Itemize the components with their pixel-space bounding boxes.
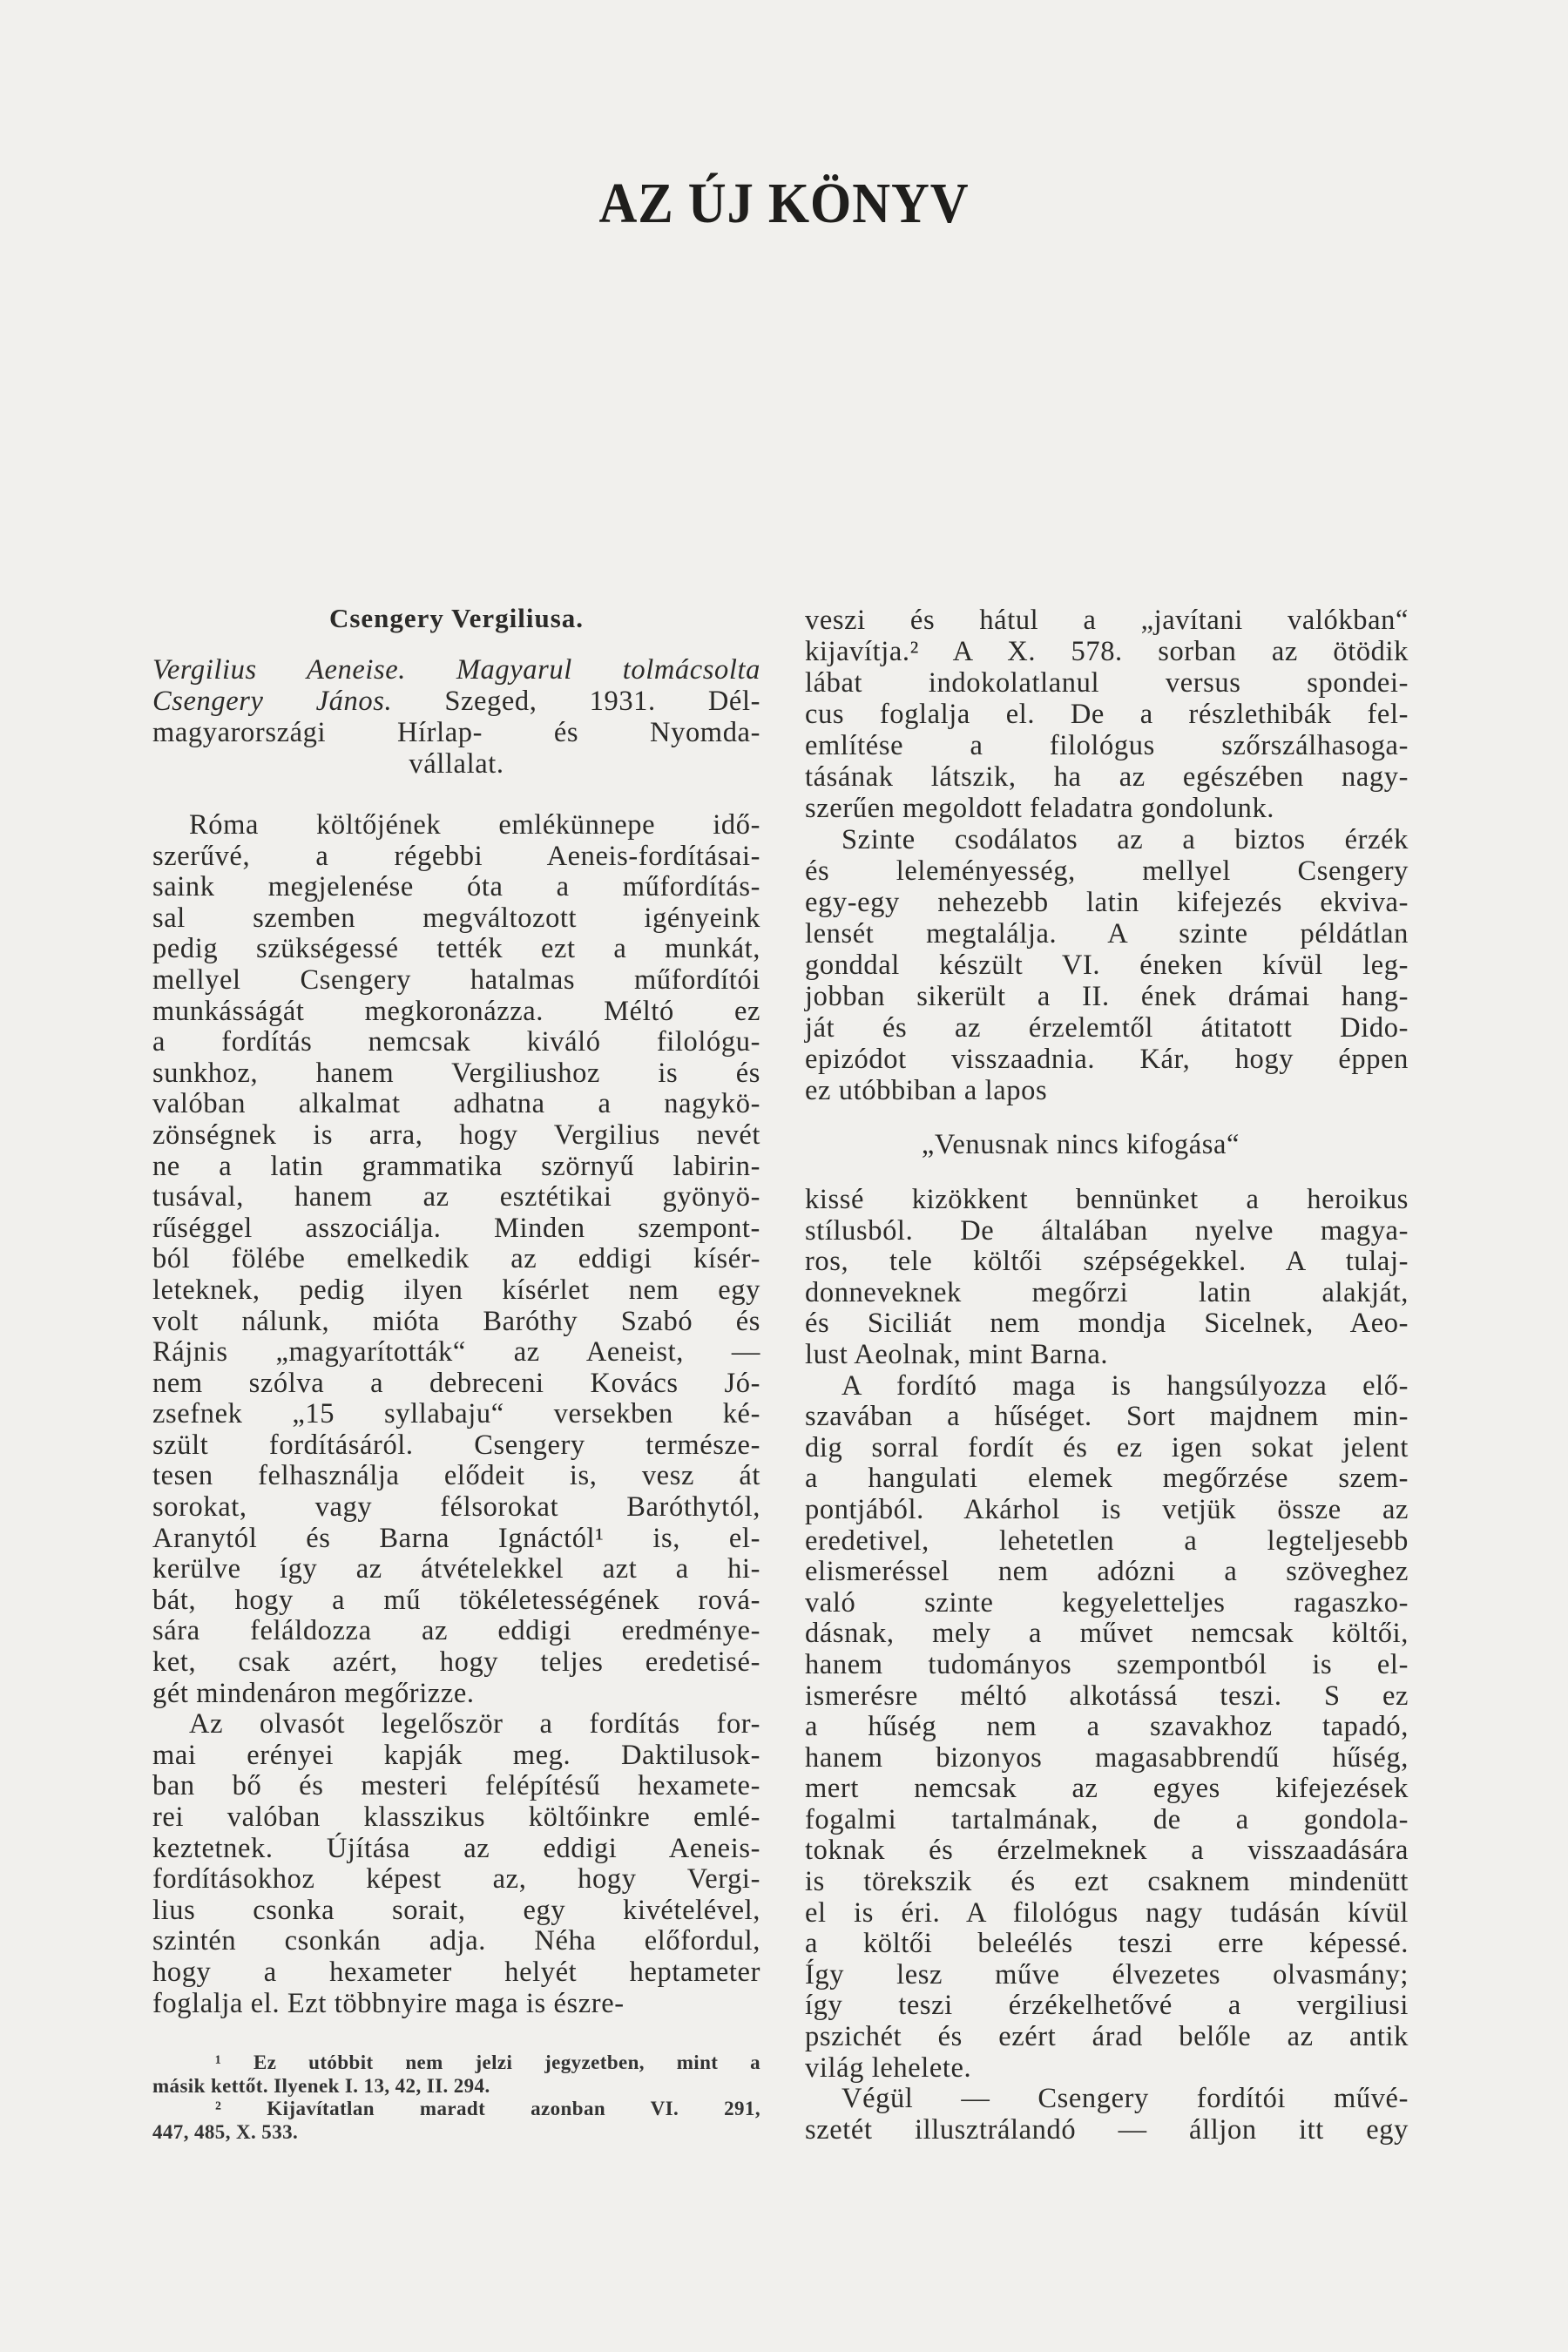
text-line: el is éri. A filológus nagy tudásán kívül [805, 1896, 1409, 1929]
text-line: bát, hogy a mű tökéletességének rová- [152, 1584, 760, 1616]
citation-text: vállalat. [409, 748, 504, 780]
text-line: saink megjelenése óta a műfordítás- [152, 871, 760, 903]
text-line: fogalmi tartalmának, de a gondola- [805, 1803, 1409, 1835]
text-line: sal szemben megváltozott igényeink [152, 902, 760, 934]
text-line: mellyel Csengery hatalmas műfordítói [152, 963, 760, 996]
right-column-body-top [805, 605, 1409, 1106]
text-line: stílusból. De általában nyelve magya- [805, 1214, 1409, 1247]
text-line: ismerésre méltó alkotássá teszi. S ez [805, 1680, 1409, 1712]
right-column-body-bottom [805, 1185, 1409, 2146]
text-line: említése a filológus szőrszálhasoga- [805, 730, 1409, 761]
text-line: sunkhoz, hanem Vergiliushoz is és [152, 1057, 760, 1089]
text-line: a hűség nem a szavakhoz tapadó, [805, 1711, 1409, 1743]
text-line: szült fordításáról. Csengery természe- [152, 1429, 760, 1461]
text-line: jobban sikerült a II. ének drámai hang- [805, 981, 1409, 1012]
text-line: ne a latin grammatika szörnyű labirin- [152, 1150, 760, 1182]
text-line: rűséggel asszociálja. Minden szempont- [152, 1212, 760, 1244]
text-line: leteknek, pedig ilyen kísérlet nem egy [152, 1274, 760, 1306]
text-line: Végül — Csengery fordítói művé- [841, 2083, 1409, 2115]
text-line: rei valóban klasszikus költőinkre emlé- [152, 1801, 760, 1833]
text-line: fordításokhoz képest az, hogy Vergi- [152, 1863, 760, 1896]
text-line: cus foglalja el. De a részlethibák fel- [805, 699, 1409, 730]
text-line: Szinte csodálatos az a biztos érzék [841, 824, 1409, 855]
text-line: világ lehelete. [805, 2051, 972, 2084]
text-line: lius csonka sorait, egy kivételével, [152, 1894, 760, 1926]
text-line: pedig szükségessé tették ezt a munkát, [152, 933, 760, 965]
text-line: hanem tudományos szempontból is el- [805, 1648, 1409, 1680]
citation-line [152, 717, 760, 748]
text-line: ból fölébe emelkedik az eddigi kísér- [152, 1243, 760, 1275]
text-line: ket, csak azért, hogy teljes eredetisé- [152, 1646, 760, 1679]
text-line: szerűen megoldott feladatra gondolunk. [805, 793, 1275, 824]
citation-line [152, 686, 760, 717]
text-line: ez utóbbiban a lapos [805, 1075, 1048, 1106]
footnotes [152, 2051, 760, 2144]
text-line: hanem bizonyos magasabbrendű hűség, [805, 1741, 1409, 1774]
citation-italic-text: Vergilius Aeneise. Magyarul tolmácsolta [152, 654, 760, 686]
text-line: sára feláldozza az eddigi eredménye- [152, 1615, 760, 1647]
text-line: ban bő és mesteri felépítésű hexamete- [152, 1770, 760, 1802]
text-line: a költői beleélés teszi erre képessé. [805, 1928, 1409, 1960]
text-line: ¹ Ez utóbbit nem jelzi jegyzetben, mint a [215, 2051, 760, 2073]
text-line: toknak és érzelmeknek a visszaadására [805, 1835, 1409, 1867]
text-line: lust Aeolnak, mint Barna. [805, 1338, 1109, 1370]
text-line: sorokat, vagy félsorokat Baróthytól, [152, 1491, 760, 1524]
text-line: szerűvé, a régebbi Aeneis-fordításai- [152, 840, 760, 872]
text-line: Aranytól és Barna Ignáctól¹ is, el- [152, 1522, 760, 1554]
text-line: eredetivel, lehetetlen a legteljesebb [805, 1524, 1409, 1557]
text-line: ² Kijavítatlan maradt azonban VI. 291, [215, 2098, 760, 2119]
text-line: ros, tele költői szépségekkel. A tulaj- [805, 1246, 1409, 1278]
text-line: és leleményesség, mellyel Csengery [805, 855, 1409, 887]
section-title: AZ ÚJ KÖNYV [598, 172, 970, 235]
text-line: Róma költőjének emlékünnepe idő- [189, 809, 760, 841]
text-line: kijavítja.² A X. 578. sorban az ötödik [805, 636, 1409, 667]
text-line: gonddal készült VI. éneken kívül leg- [805, 950, 1409, 981]
text-line: gét mindenáron megőrizze. [152, 1677, 475, 1709]
text-line: így teszi érzékelhetővé a vergiliusi [805, 1990, 1409, 2022]
text-line: nem szólva a debreceni Kovács Jó- [152, 1367, 760, 1399]
book-citation [152, 654, 760, 780]
text-line: keztetnek. Újítása az eddigi Aeneis- [152, 1832, 760, 1864]
text-line: dásnak, mely a művet nemcsak költői, [805, 1618, 1409, 1650]
text-line: tusával, hanem az esztétikai gyönyö- [152, 1181, 760, 1213]
text-line: elismeréssel nem adózni a szöveghez [805, 1556, 1409, 1588]
text-line: kerülve így az átvételekkel azt a hi- [152, 1553, 760, 1585]
quoted-verse: „Venusnak nincs kifogása“ [921, 1129, 1240, 1160]
text-line: dig sorral fordít és ez igen sokat jelent [805, 1431, 1409, 1463]
text-line: donneveknek megőrzi latin alakját, [805, 1276, 1409, 1308]
text-line: egy-egy nehezebb latin kifejezés ekviva- [805, 887, 1409, 918]
text-line: szetét illusztrálandó — álljon itt egy [805, 2113, 1409, 2146]
text-line: veszi és hátul a „javítani valókban“ [805, 605, 1409, 636]
text-line: foglalja el. Ezt többnyire maga is észre- [152, 1987, 625, 2019]
text-line: epizódot visszaadnia. Kár, hogy éppen [805, 1044, 1409, 1075]
text-line: Rájnis „magyarították“ az Aeneist, — [152, 1336, 760, 1369]
text-line: lensét megtalálja. A szinte példátlan [805, 918, 1409, 950]
citation-line [152, 748, 760, 780]
article-heading: Csengery Vergiliusa. [328, 603, 585, 633]
citation-text: magyarországi Hírlap- és Nyomda- [152, 717, 760, 748]
text-line: Az olvasót legelőször a fordítás for- [189, 1708, 760, 1740]
citation-text: Szeged, 1931. Dél- [392, 686, 761, 717]
text-line: szavában a hűséget. Sort majdnem min- [805, 1401, 1409, 1433]
text-line: pontjából. Akárhol is vetjük össze az [805, 1493, 1409, 1525]
text-line: mai erényei kapják meg. Daktilusok- [152, 1739, 760, 1771]
text-line: Így lesz műve élvezetes olvasmány; [805, 1958, 1409, 1990]
text-line: kissé kizökkent bennünket a heroikus [805, 1184, 1409, 1215]
text-line: lábat indokolatlanul versus spondei- [805, 667, 1409, 699]
text-line: zönségnek is arra, hogy Vergilius nevét [152, 1119, 760, 1151]
text-line: munkásságát megkoronázza. Méltó ez [152, 995, 760, 1027]
text-line: 447, 485, X. 533. [152, 2120, 299, 2143]
text-line: szintén csonkán adja. Néha előfordul, [152, 1925, 760, 1957]
text-line: való szinte kegyeletteljes ragaszko- [805, 1586, 1409, 1619]
text-line: tásának látszik, ha az egészében nagy- [805, 761, 1409, 793]
text-line: másik kettőt. Ilyenek I. 13, 42, II. 294. [152, 2074, 490, 2097]
text-line: mert nemcsak az egyes kifejezések [805, 1773, 1409, 1805]
text-line: A fordító maga is hangsúlyozza elő- [841, 1369, 1409, 1402]
text-line: hogy a hexameter helyét heptameter [152, 1956, 760, 1988]
text-line: a hangulati elemek megőrzése szem- [805, 1463, 1409, 1495]
citation-italic-text: Csengery János. [152, 686, 393, 717]
text-line: ját és az érzelemtől átitatott Dido- [805, 1012, 1409, 1044]
text-line: tesen felhasználja elődeit is, vesz át [152, 1460, 760, 1492]
text-line: volt nálunk, mióta Baróthy Szabó és [152, 1305, 760, 1337]
text-line: és Siciliát nem mondja Sicelnek, Aeo- [805, 1308, 1409, 1340]
text-line: zsefnek „15 syllabaju“ versekben ké- [152, 1398, 760, 1430]
left-column-body [152, 810, 760, 2019]
text-line: valóban alkalmat adhatna a nagykö- [152, 1088, 760, 1120]
text-line: a fordítás nemcsak kiváló filológu- [152, 1026, 760, 1058]
text-line: pszichét és ezért árad belőle az antik [805, 2021, 1409, 2053]
citation-line [152, 654, 760, 686]
text-line: is törekszik és ezt csaknem mindenütt [805, 1866, 1409, 1898]
